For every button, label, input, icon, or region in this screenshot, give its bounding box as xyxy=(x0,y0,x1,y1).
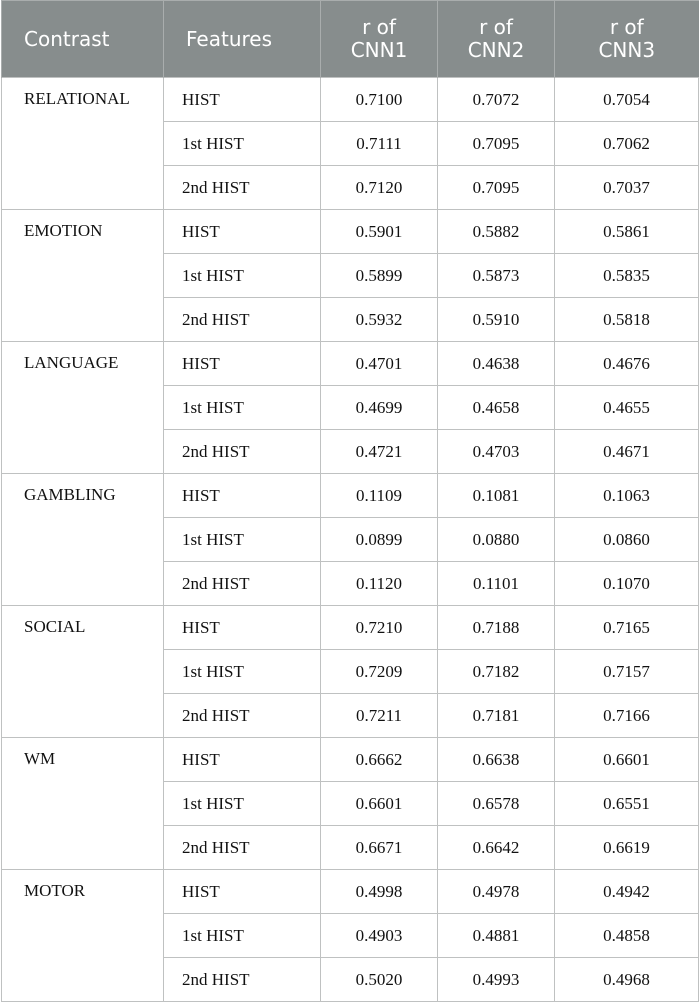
value-cell: 0.4998 xyxy=(321,870,438,914)
value-cell: 0.0860 xyxy=(555,518,699,562)
value-cell: 0.7166 xyxy=(555,694,699,738)
feature-cell: 1st HIST xyxy=(164,782,321,826)
value-cell: 0.7210 xyxy=(321,606,438,650)
column-header-line: Features xyxy=(186,26,272,51)
value-cell: 0.5882 xyxy=(438,210,555,254)
feature-cell: HIST xyxy=(164,606,321,650)
value-cell: 0.5861 xyxy=(555,210,699,254)
column-header-line: CNN1 xyxy=(350,38,408,62)
value-cell: 0.4903 xyxy=(321,914,438,958)
value-cell: 0.4658 xyxy=(438,386,555,430)
value-cell: 0.4858 xyxy=(555,914,699,958)
value-cell: 0.7062 xyxy=(555,122,699,166)
value-cell: 0.1063 xyxy=(555,474,699,518)
value-cell: 0.5901 xyxy=(321,210,438,254)
value-cell: 0.1070 xyxy=(555,562,699,606)
table-row xyxy=(2,738,699,782)
contrast-cell: SOCIAL xyxy=(2,606,164,738)
results-table xyxy=(1,0,699,1002)
value-cell: 0.7211 xyxy=(321,694,438,738)
value-cell: 0.6671 xyxy=(321,826,438,870)
table-body xyxy=(2,78,699,1002)
column-header xyxy=(321,1,438,78)
column-header xyxy=(555,1,699,78)
value-cell: 0.5910 xyxy=(438,298,555,342)
column-header-line: r of xyxy=(479,15,513,39)
value-cell: 0.6601 xyxy=(555,738,699,782)
value-cell: 0.1120 xyxy=(321,562,438,606)
value-cell: 0.5835 xyxy=(555,254,699,298)
column-header-line: CNN3 xyxy=(598,38,656,62)
table-row xyxy=(2,342,699,386)
value-cell: 0.6551 xyxy=(555,782,699,826)
feature-cell: HIST xyxy=(164,474,321,518)
value-cell: 0.1109 xyxy=(321,474,438,518)
value-cell: 0.6642 xyxy=(438,826,555,870)
feature-cell: 2nd HIST xyxy=(164,826,321,870)
contrast-cell: GAMBLING xyxy=(2,474,164,606)
feature-cell: 2nd HIST xyxy=(164,430,321,474)
feature-cell: 1st HIST xyxy=(164,914,321,958)
value-cell: 0.1101 xyxy=(438,562,555,606)
value-cell: 0.7157 xyxy=(555,650,699,694)
value-cell: 0.1081 xyxy=(438,474,555,518)
value-cell: 0.4993 xyxy=(438,958,555,1002)
value-cell: 0.0899 xyxy=(321,518,438,562)
value-cell: 0.4881 xyxy=(438,914,555,958)
value-cell: 0.4699 xyxy=(321,386,438,430)
feature-cell: HIST xyxy=(164,210,321,254)
column-header xyxy=(164,1,321,78)
feature-cell: 1st HIST xyxy=(164,254,321,298)
contrast-cell: MOTOR xyxy=(2,870,164,1002)
value-cell: 0.5873 xyxy=(438,254,555,298)
table-header xyxy=(2,1,699,78)
column-header xyxy=(2,1,164,78)
value-cell: 0.6619 xyxy=(555,826,699,870)
column-header-line: Contrast xyxy=(24,26,110,51)
value-cell: 0.4942 xyxy=(555,870,699,914)
value-cell: 0.4721 xyxy=(321,430,438,474)
table-row xyxy=(2,210,699,254)
value-cell: 0.5020 xyxy=(321,958,438,1002)
table-row xyxy=(2,870,699,914)
contrast-cell: WM xyxy=(2,738,164,870)
table-row xyxy=(2,78,699,122)
value-cell: 0.7188 xyxy=(438,606,555,650)
feature-cell: 2nd HIST xyxy=(164,694,321,738)
value-cell: 0.5932 xyxy=(321,298,438,342)
value-cell: 0.4638 xyxy=(438,342,555,386)
value-cell: 0.7209 xyxy=(321,650,438,694)
value-cell: 0.4676 xyxy=(555,342,699,386)
feature-cell: 1st HIST xyxy=(164,650,321,694)
value-cell: 0.4671 xyxy=(555,430,699,474)
value-cell: 0.7182 xyxy=(438,650,555,694)
feature-cell: 2nd HIST xyxy=(164,958,321,1002)
value-cell: 0.6638 xyxy=(438,738,555,782)
column-header xyxy=(438,1,555,78)
value-cell: 0.7037 xyxy=(555,166,699,210)
value-cell: 0.6578 xyxy=(438,782,555,826)
table-row xyxy=(2,606,699,650)
value-cell: 0.7165 xyxy=(555,606,699,650)
value-cell: 0.7072 xyxy=(438,78,555,122)
feature-cell: HIST xyxy=(164,870,321,914)
feature-cell: 1st HIST xyxy=(164,122,321,166)
feature-cell: 1st HIST xyxy=(164,386,321,430)
value-cell: 0.7181 xyxy=(438,694,555,738)
column-header-line: r of xyxy=(362,15,396,39)
value-cell: 0.5899 xyxy=(321,254,438,298)
value-cell: 0.4978 xyxy=(438,870,555,914)
contrast-cell: LANGUAGE xyxy=(2,342,164,474)
value-cell: 0.7111 xyxy=(321,122,438,166)
value-cell: 0.4968 xyxy=(555,958,699,1002)
contrast-cell: EMOTION xyxy=(2,210,164,342)
value-cell: 0.6662 xyxy=(321,738,438,782)
value-cell: 0.6601 xyxy=(321,782,438,826)
contrast-cell: RELATIONAL xyxy=(2,78,164,210)
value-cell: 0.0880 xyxy=(438,518,555,562)
feature-cell: 2nd HIST xyxy=(164,562,321,606)
value-cell: 0.4655 xyxy=(555,386,699,430)
value-cell: 0.7095 xyxy=(438,166,555,210)
feature-cell: 2nd HIST xyxy=(164,166,321,210)
feature-cell: HIST xyxy=(164,738,321,782)
value-cell: 0.4703 xyxy=(438,430,555,474)
value-cell: 0.7100 xyxy=(321,78,438,122)
column-header-line: CNN2 xyxy=(467,38,525,62)
feature-cell: HIST xyxy=(164,78,321,122)
value-cell: 0.7120 xyxy=(321,166,438,210)
feature-cell: 1st HIST xyxy=(164,518,321,562)
table-row xyxy=(2,474,699,518)
feature-cell: HIST xyxy=(164,342,321,386)
value-cell: 0.5818 xyxy=(555,298,699,342)
column-header-line: r of xyxy=(609,15,644,39)
value-cell: 0.7054 xyxy=(555,78,699,122)
feature-cell: 2nd HIST xyxy=(164,298,321,342)
value-cell: 0.7095 xyxy=(438,122,555,166)
value-cell: 0.4701 xyxy=(321,342,438,386)
